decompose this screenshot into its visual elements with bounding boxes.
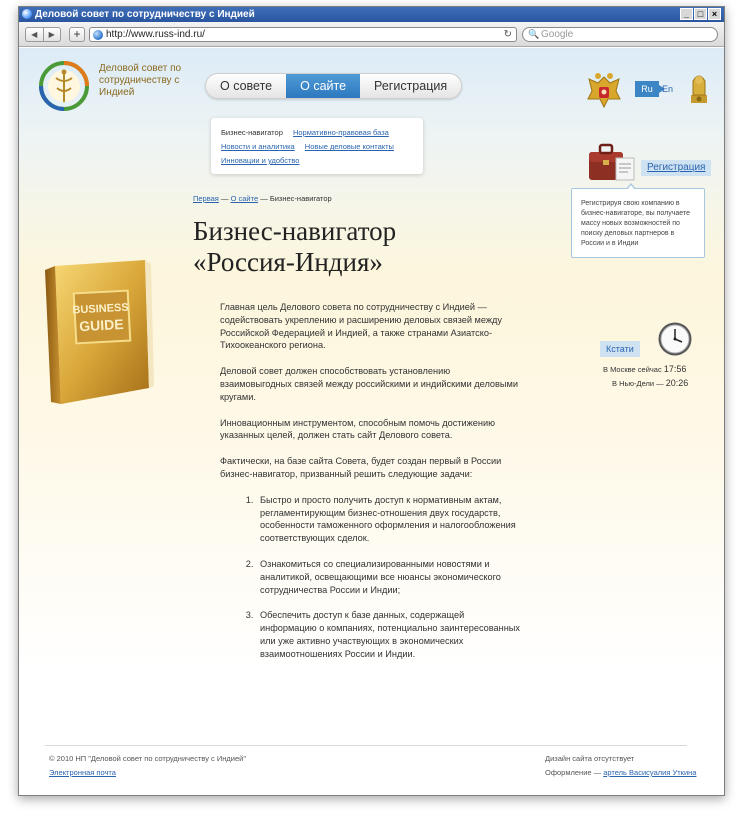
subnav-current: Бизнес-навигатор bbox=[221, 128, 283, 137]
paragraph-4: Фактически, на базе сайта Совета, будет создан первый в России бизнес-навигатор, призванный решить следующие задачи: bbox=[220, 456, 502, 479]
lang-ru-button[interactable]: Ru bbox=[635, 81, 659, 97]
breadcrumb-separator: — bbox=[220, 194, 229, 203]
search-input[interactable] bbox=[522, 27, 718, 42]
reload-icon[interactable]: ↻ bbox=[503, 29, 512, 40]
browser-icon bbox=[22, 9, 32, 19]
registration-link[interactable]: Регистрация bbox=[641, 160, 711, 176]
lang-en-link[interactable]: En bbox=[662, 84, 674, 94]
window-title: Деловой совет по сотрудничеству с Индией bbox=[35, 9, 255, 20]
main-nav bbox=[205, 73, 462, 99]
footer-design-note: Дизайн сайта отсутствует bbox=[545, 754, 635, 763]
history-buttons bbox=[25, 27, 61, 42]
nav-about-site[interactable]: О сайте bbox=[286, 74, 360, 98]
search-icon: 🔍 bbox=[528, 29, 540, 39]
task-item-1: 1. Быстро и просто получить доступ к нормативным актам, регламентирующим бизнес-отношения двух государств, особенности таможенного оформления и налогообложения соответствующих сделок. bbox=[256, 494, 520, 545]
logo-text[interactable]: Деловой совет по сотрудничеству с Индией bbox=[99, 63, 182, 98]
breadcrumb-separator-2: — bbox=[260, 194, 268, 203]
window-controls bbox=[680, 8, 721, 20]
breadcrumb-current: Бизнес-навигатор bbox=[269, 194, 332, 203]
book-title-line-2: GUIDE bbox=[78, 315, 124, 335]
browser-toolbar bbox=[19, 22, 724, 47]
minimize-button[interactable]: _ bbox=[680, 8, 693, 20]
delhi-time-value: 20:26 bbox=[665, 378, 689, 388]
moscow-time-label: В Москве сейчас bbox=[603, 365, 662, 374]
forward-button[interactable]: ▶ bbox=[48, 30, 55, 39]
title-bar bbox=[19, 7, 724, 22]
subnav-link-contacts[interactable]: Новые деловые контакты bbox=[304, 142, 394, 151]
breadcrumb-home[interactable]: Первая bbox=[193, 194, 219, 203]
page-title bbox=[193, 216, 493, 278]
clock-icon bbox=[657, 321, 693, 357]
briefcase-icon[interactable] bbox=[586, 140, 636, 184]
url-text: http://www.russ-ind.ru/ bbox=[106, 29, 205, 40]
article-body bbox=[220, 301, 520, 674]
paragraph-3: Инновационным инструментом, способным помочь достижению указанных целей, должен стать сайт Делового совета. bbox=[220, 417, 495, 441]
search-placeholder: Google bbox=[541, 29, 574, 40]
globe-icon bbox=[93, 30, 103, 40]
registration-tooltip: Регистрируя свою компанию в бизнес-навигаторе, вы получаете массу новых возможностей по поиску деловых партнеров в России и в Индии bbox=[571, 188, 705, 258]
footer-copyright: © 2010 НП "Деловой совет по сотрудничеству с Индией" bbox=[49, 754, 247, 763]
footer-layout-link[interactable]: артель Васисуалия Уткина bbox=[603, 768, 697, 777]
address-bar[interactable] bbox=[89, 27, 517, 42]
page-title-line-1: Бизнес-навигатор bbox=[193, 216, 397, 246]
sub-nav bbox=[211, 118, 423, 174]
india-emblem-icon bbox=[687, 67, 711, 107]
paragraph-2: Деловой совет должен способствовать установлению взаимовыгодных связей между российскими и индийскими деловыми кругами. bbox=[220, 366, 518, 402]
council-logo-icon[interactable] bbox=[37, 60, 95, 112]
book-title-line-1: BUSINESS bbox=[72, 301, 129, 317]
task-item-2: 2. Ознакомиться со специализированными новостями и аналитикой, освещающими все нюансы экономического сотрудничества России и Индии; bbox=[256, 558, 520, 596]
subnav-link-legal[interactable]: Нормативно-правовая база bbox=[292, 128, 389, 137]
close-button[interactable]: × bbox=[708, 8, 721, 20]
task-item-3: 3. Обеспечить доступ к базе данных, содержащей информацию о компаниях, потенциально заинтересованных или уже активно участвующих в экономических взаимоотношениях России и Индии. bbox=[256, 609, 520, 660]
business-guide-book-icon bbox=[41, 256, 155, 408]
back-button[interactable]: ◀ bbox=[26, 28, 44, 41]
subnav-link-innovation[interactable]: Инновации и удобство bbox=[221, 156, 300, 165]
by-the-way-badge: Кстати bbox=[600, 341, 640, 357]
russia-emblem-icon bbox=[586, 71, 622, 109]
page-title-line-2: «Россия-Индия» bbox=[193, 247, 383, 277]
nav-registration[interactable]: Регистрация bbox=[374, 79, 448, 93]
breadcrumb bbox=[193, 194, 332, 203]
footer-layout-label: Оформление — bbox=[545, 768, 602, 777]
paragraph-1: Главная цель Делового совета по сотрудничеству с Индией — содействовать укреплению и расширению деловых связей между Российской Федерацией и Индией, а также странами Азиатско-Тихоокеанского региона. bbox=[220, 302, 502, 351]
nav-about-council[interactable]: О совете bbox=[220, 79, 273, 93]
add-bookmark-button[interactable]: + bbox=[69, 27, 85, 42]
footer-layout-credit bbox=[545, 768, 696, 777]
breadcrumb-section[interactable]: О сайте bbox=[230, 194, 259, 203]
subnav-link-news[interactable]: Новости и аналитика bbox=[221, 142, 295, 151]
delhi-time-label: В Нью-Дели — bbox=[612, 379, 664, 388]
delhi-time-row bbox=[612, 378, 688, 388]
web-page bbox=[19, 48, 724, 795]
footer-divider bbox=[45, 745, 687, 746]
browser-window bbox=[18, 6, 725, 796]
moscow-time-row bbox=[603, 364, 686, 374]
task-list bbox=[256, 494, 520, 661]
maximize-button[interactable]: □ bbox=[694, 8, 707, 20]
footer-email-link[interactable]: Электронная почта bbox=[49, 768, 116, 777]
moscow-time-value: 17:56 bbox=[663, 364, 687, 374]
